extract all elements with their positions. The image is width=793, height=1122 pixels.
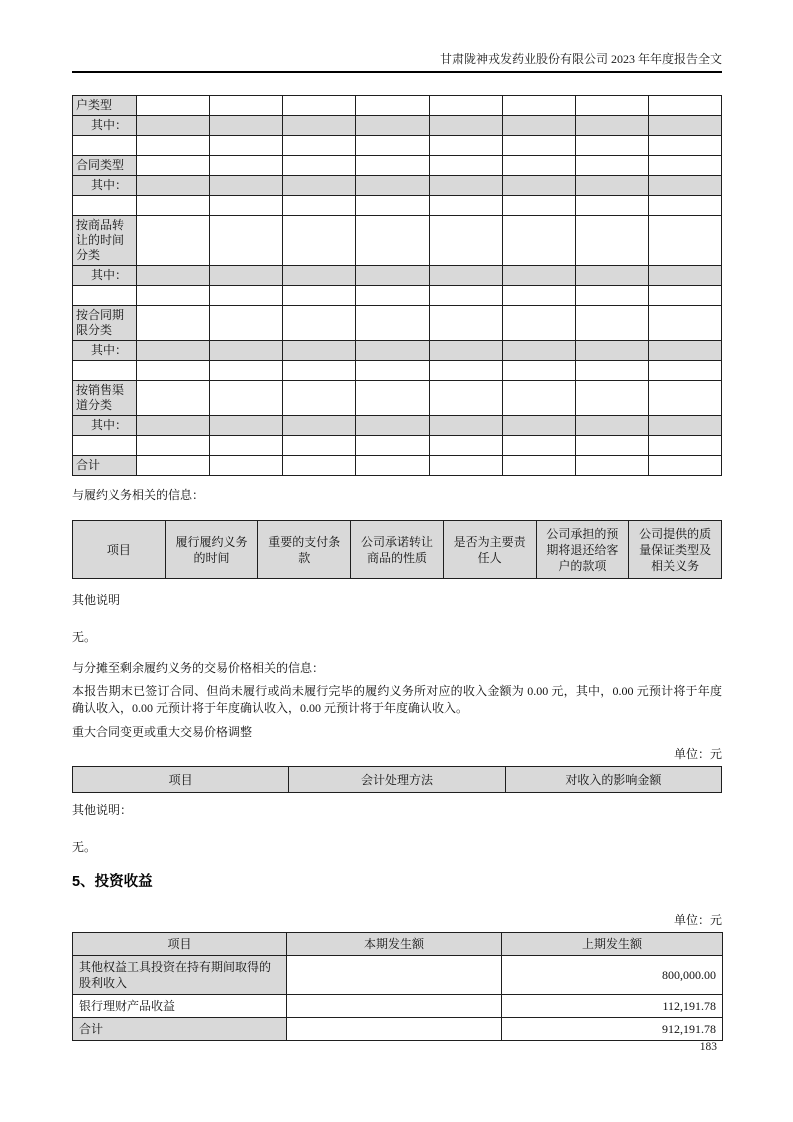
empty-data-cell <box>648 196 721 216</box>
table-row <box>73 416 722 436</box>
empty-data-cell <box>356 216 429 266</box>
empty-data-cell <box>210 286 283 306</box>
prior-period-cell: 800,000.00 <box>502 956 723 995</box>
empty-data-cell <box>575 196 648 216</box>
revenue-breakdown-table <box>72 95 722 476</box>
prior-period-cell: 912,191.78 <box>502 1018 723 1041</box>
empty-data-cell <box>429 361 502 381</box>
table-row <box>73 956 723 995</box>
empty-data-cell <box>356 381 429 416</box>
empty-data-cell <box>502 266 575 286</box>
column-header: 是否为主要责任人 <box>443 521 536 579</box>
column-header: 对收入的影响金额 <box>505 767 721 793</box>
empty-data-cell <box>137 341 210 361</box>
empty-data-cell <box>283 361 356 381</box>
empty-data-cell <box>575 416 648 436</box>
other-note-label-2: 其他说明： <box>72 803 133 817</box>
table-row <box>73 136 722 156</box>
empty-data-cell <box>137 196 210 216</box>
empty-data-cell <box>648 136 721 156</box>
unit-label-2: 单位：元 <box>673 913 722 927</box>
obligation-info-label: 与履约义务相关的信息： <box>72 488 205 502</box>
empty-data-cell <box>502 416 575 436</box>
table-row <box>73 196 722 216</box>
row-label-cell: 其中： <box>73 266 137 286</box>
table-row <box>73 116 722 136</box>
empty-data-cell <box>648 156 721 176</box>
row-label-cell: 按商品转让的时间分类 <box>73 216 137 266</box>
empty-data-cell <box>210 176 283 196</box>
empty-data-cell <box>356 416 429 436</box>
empty-data-cell <box>575 341 648 361</box>
column-header: 公司提供的质量保证类型及相关义务 <box>629 521 722 579</box>
table-row <box>73 361 722 381</box>
row-label-cell: 其中： <box>73 116 137 136</box>
empty-data-cell <box>648 176 721 196</box>
empty-data-cell <box>356 341 429 361</box>
empty-data-cell <box>283 436 356 456</box>
column-header: 项目 <box>73 933 287 956</box>
empty-data-cell <box>210 306 283 341</box>
empty-data-cell <box>575 96 648 116</box>
table-row <box>73 266 722 286</box>
empty-data-cell <box>283 286 356 306</box>
column-header: 会计处理方法 <box>289 767 505 793</box>
empty-data-cell <box>575 116 648 136</box>
row-label-cell: 银行理财产品收益 <box>73 995 287 1018</box>
major-change-label: 重大合同变更或重大交易价格调整 <box>72 725 253 739</box>
table-row <box>73 176 722 196</box>
empty-data-cell <box>137 456 210 476</box>
empty-label-cell <box>73 436 137 456</box>
empty-data-cell <box>648 116 721 136</box>
empty-data-cell <box>575 361 648 381</box>
empty-data-cell <box>648 381 721 416</box>
empty-data-cell <box>283 416 356 436</box>
empty-data-cell <box>210 136 283 156</box>
empty-data-cell <box>210 416 283 436</box>
empty-data-cell <box>356 136 429 156</box>
empty-data-cell <box>502 381 575 416</box>
empty-data-cell <box>137 436 210 456</box>
empty-data-cell <box>283 381 356 416</box>
empty-data-cell <box>137 136 210 156</box>
empty-data-cell <box>137 176 210 196</box>
empty-data-cell <box>283 216 356 266</box>
empty-data-cell <box>502 286 575 306</box>
empty-data-cell <box>648 266 721 286</box>
empty-data-cell <box>356 436 429 456</box>
current-period-cell <box>287 956 502 995</box>
empty-data-cell <box>210 116 283 136</box>
unit-label: 单位：元 <box>673 747 722 761</box>
column-header: 重要的支付条款 <box>258 521 351 579</box>
empty-data-cell <box>283 96 356 116</box>
empty-label-cell <box>73 361 137 381</box>
empty-data-cell <box>429 136 502 156</box>
empty-data-cell <box>575 216 648 266</box>
empty-data-cell <box>575 381 648 416</box>
empty-data-cell <box>210 196 283 216</box>
section-heading-investment-income: 5、投资收益 <box>72 874 153 890</box>
investment-income-table <box>72 932 723 1041</box>
empty-label-cell <box>73 286 137 306</box>
empty-data-cell <box>575 176 648 196</box>
empty-data-cell <box>648 306 721 341</box>
report-header-title: 甘肃陇神戎发药业股份有限公司 2023 年年度报告全文 <box>439 52 722 66</box>
empty-data-cell <box>210 456 283 476</box>
row-label-cell: 合计 <box>73 1018 287 1041</box>
empty-data-cell <box>648 416 721 436</box>
empty-data-cell <box>283 156 356 176</box>
empty-data-cell <box>356 456 429 476</box>
empty-data-cell <box>210 361 283 381</box>
empty-data-cell <box>429 436 502 456</box>
empty-data-cell <box>429 116 502 136</box>
table-row <box>73 436 722 456</box>
empty-data-cell <box>356 156 429 176</box>
empty-data-cell <box>502 96 575 116</box>
remaining-price-info-label: 与分摊至剩余履约义务的交易价格相关的信息： <box>72 661 325 675</box>
empty-data-cell <box>429 286 502 306</box>
empty-data-cell <box>429 456 502 476</box>
empty-data-cell <box>137 216 210 266</box>
empty-label-cell <box>73 136 137 156</box>
other-note-label: 其他说明 <box>72 593 121 607</box>
empty-data-cell <box>502 341 575 361</box>
empty-data-cell <box>575 136 648 156</box>
empty-data-cell <box>575 266 648 286</box>
table-row <box>73 286 722 306</box>
table-row <box>73 341 722 361</box>
row-label-cell: 其他权益工具投资在持有期间取得的股利收入 <box>73 956 287 995</box>
empty-data-cell <box>502 116 575 136</box>
empty-data-cell <box>137 116 210 136</box>
empty-data-cell <box>137 266 210 286</box>
revenue-breakdown-body <box>73 96 722 476</box>
row-label-cell: 户类型 <box>73 96 137 116</box>
empty-data-cell <box>137 306 210 341</box>
empty-data-cell <box>648 96 721 116</box>
prior-period-cell: 112,191.78 <box>502 995 723 1018</box>
none-text: 无。 <box>72 630 97 644</box>
table-row <box>73 156 722 176</box>
table-row <box>73 306 722 341</box>
row-label-cell: 按销售渠道分类 <box>73 381 137 416</box>
column-header: 本期发生额 <box>287 933 502 956</box>
empty-data-cell <box>648 361 721 381</box>
empty-data-cell <box>283 176 356 196</box>
empty-data-cell <box>429 416 502 436</box>
empty-data-cell <box>210 381 283 416</box>
empty-data-cell <box>575 436 648 456</box>
empty-data-cell <box>429 341 502 361</box>
row-label-cell: 按合同期限分类 <box>73 306 137 341</box>
column-header: 公司承诺转让商品的性质 <box>351 521 444 579</box>
empty-data-cell <box>429 306 502 341</box>
empty-data-cell <box>210 216 283 266</box>
empty-data-cell <box>648 216 721 266</box>
table-row <box>73 96 722 116</box>
header-divider <box>72 71 722 73</box>
empty-data-cell <box>283 136 356 156</box>
table-header-row <box>73 521 722 579</box>
empty-data-cell <box>210 341 283 361</box>
column-header: 公司承担的预期将退还给客户的款项 <box>536 521 629 579</box>
empty-data-cell <box>502 136 575 156</box>
empty-data-cell <box>648 341 721 361</box>
empty-data-cell <box>283 116 356 136</box>
empty-data-cell <box>429 196 502 216</box>
empty-data-cell <box>575 456 648 476</box>
empty-data-cell <box>283 341 356 361</box>
row-label-cell: 合计 <box>73 456 137 476</box>
empty-data-cell <box>502 306 575 341</box>
empty-data-cell <box>137 416 210 436</box>
table-header-row <box>73 933 723 956</box>
empty-data-cell <box>429 266 502 286</box>
empty-data-cell <box>356 361 429 381</box>
column-header: 上期发生额 <box>502 933 723 956</box>
empty-data-cell <box>575 286 648 306</box>
empty-data-cell <box>648 436 721 456</box>
current-period-cell <box>287 1018 502 1041</box>
empty-data-cell <box>356 306 429 341</box>
empty-data-cell <box>356 196 429 216</box>
empty-data-cell <box>648 286 721 306</box>
empty-data-cell <box>502 456 575 476</box>
empty-data-cell <box>137 156 210 176</box>
performance-obligation-table <box>72 520 722 579</box>
table-header-row <box>73 767 722 793</box>
empty-data-cell <box>429 176 502 196</box>
empty-data-cell <box>210 436 283 456</box>
empty-data-cell <box>502 361 575 381</box>
empty-data-cell <box>502 196 575 216</box>
empty-label-cell <box>73 196 137 216</box>
empty-data-cell <box>502 436 575 456</box>
table-row <box>73 381 722 416</box>
row-label-cell: 合同类型 <box>73 156 137 176</box>
empty-data-cell <box>575 306 648 341</box>
page-number: 183 <box>699 1041 717 1053</box>
empty-data-cell <box>356 286 429 306</box>
column-header: 履行履约义务的时间 <box>165 521 258 579</box>
column-header: 项目 <box>73 767 289 793</box>
empty-data-cell <box>137 361 210 381</box>
table-row <box>73 456 722 476</box>
empty-data-cell <box>429 96 502 116</box>
table-row <box>73 216 722 266</box>
remaining-obligation-paragraph: 本报告期末已签订合同、但尚未履行或尚未履行完毕的履约义务所对应的收入金额为 0.00 元，其中，0.00 元预计将于年度确认收入，0.00 元预计将于年度确认收入，0.00 元预计将于年度确认收入。 <box>72 684 722 715</box>
empty-data-cell <box>137 381 210 416</box>
column-header: 项目 <box>73 521 166 579</box>
empty-data-cell <box>356 116 429 136</box>
empty-data-cell <box>283 456 356 476</box>
empty-data-cell <box>210 156 283 176</box>
empty-data-cell <box>356 96 429 116</box>
empty-data-cell <box>502 176 575 196</box>
price-adjustment-table <box>72 766 722 793</box>
empty-data-cell <box>502 156 575 176</box>
empty-data-cell <box>502 216 575 266</box>
empty-data-cell <box>356 176 429 196</box>
empty-data-cell <box>137 286 210 306</box>
empty-data-cell <box>283 196 356 216</box>
row-label-cell: 其中： <box>73 416 137 436</box>
empty-data-cell <box>283 306 356 341</box>
none-text-2: 无。 <box>72 840 97 854</box>
empty-data-cell <box>356 266 429 286</box>
page-content <box>72 0 722 1041</box>
empty-data-cell <box>210 96 283 116</box>
table-row <box>73 1018 723 1041</box>
current-period-cell <box>287 995 502 1018</box>
empty-data-cell <box>429 381 502 416</box>
empty-data-cell <box>429 216 502 266</box>
row-label-cell: 其中： <box>73 341 137 361</box>
empty-data-cell <box>648 456 721 476</box>
row-label-cell: 其中： <box>73 176 137 196</box>
empty-data-cell <box>210 266 283 286</box>
table-row <box>73 995 723 1018</box>
empty-data-cell <box>575 156 648 176</box>
empty-data-cell <box>137 96 210 116</box>
empty-data-cell <box>283 266 356 286</box>
empty-data-cell <box>429 156 502 176</box>
